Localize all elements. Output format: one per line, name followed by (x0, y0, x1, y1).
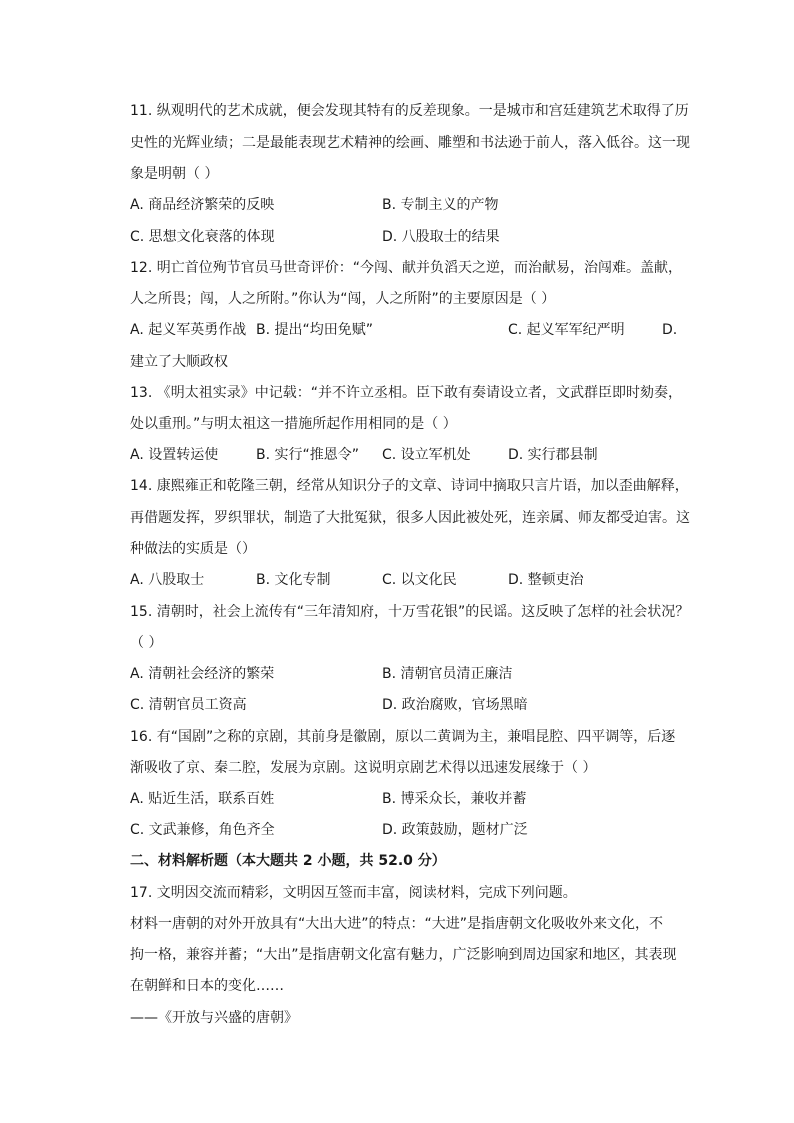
q11-option-b: B. 专制主义的产物 (382, 197, 499, 213)
q11-option-a: A. 商品经济繁荣的反映 (130, 197, 275, 213)
q12-option-d: D. (662, 322, 678, 338)
q16-line-2: 渐吸收了京、秦二腔，发展为京剧。这说明京剧艺术得以迅速发展缘于（ ） (130, 760, 597, 776)
q13-line-2: 处以重刑。”与明太祖这一措施所起作用相同的是（ ） (130, 416, 457, 432)
q17-line-3: 拘一格，兼容并蓄；“大出”是指唐朝文化富有魅力，广泛影响到周边国家和地区，其表现 (130, 947, 677, 963)
q15-option-c: C. 清朝官员工资高 (130, 697, 247, 713)
q13-option-c: C. 设立军机处 (382, 447, 471, 463)
section-heading: 二、材料解析题（本大题共 2 小题，共 52.0 分） (130, 853, 446, 869)
q12-option-b: B. 提出“均田免赋” (256, 322, 374, 338)
q14-option-a: A. 八股取士 (130, 572, 205, 588)
q16-line-1: 16. 有“国剧”之称的京剧，其前身是徽剧，原以二黄调为主，兼唱昆腔、四平调等，后逐 (130, 729, 676, 745)
q16-option-c: C. 文武兼修，角色齐全 (130, 822, 275, 838)
q16-option-b: B. 博采众长，兼收并蓄 (382, 791, 527, 807)
q15-line-2: （ ） (130, 635, 163, 651)
q13-option-a: A. 设置转运使 (130, 447, 219, 463)
q14-option-c: C. 以文化民 (382, 572, 457, 588)
q17-source: ——《开放与兴盛的唐朝》 (130, 1010, 298, 1026)
q12-option-a: A. 起义军英勇作战 (130, 322, 247, 338)
q14-line-1: 14. 康熙雍正和乾隆三朝，经常从知识分子的文章、诗词中摘取只言片语，加以歪曲解释， (130, 478, 689, 494)
q14-option-b: B. 文化专制 (256, 572, 331, 588)
q12-option-d-text: 建立了大顺政权 (130, 354, 228, 370)
q16-option-d: D. 政策鼓励，题材广泛 (382, 822, 528, 838)
q17-line-4: 在朝鲜和日本的变化…… (130, 978, 284, 994)
q14-line-3: 种做法的实质是（） (130, 541, 256, 557)
q15-option-a: A. 清朝社会经济的繁荣 (130, 666, 275, 682)
q17-line-2: 材料一唐朝的对外开放具有“大出大进”的特点：“大进”是指唐朝文化吸收外来文化，不 (130, 916, 664, 932)
q12-line-2: 人之所畏；闯，人之所附。”你认为“闯，人之所附”的主要原因是（ ） (130, 291, 556, 307)
q11-option-c: C. 思想文化衰落的体现 (130, 229, 275, 245)
q11-line-2: 史性的光辉业绩；二是最能表现艺术精神的绘画、雕塑和书法逊于前人，落入低谷。这一现 (130, 135, 690, 151)
q13-line-1: 13. 《明太祖实录》中记载：“并不许立丞相。臣下敢有奏请设立者，文武群臣即时劾奏， (130, 385, 682, 401)
q17-line-1: 17. 文明因交流而精彩，文明因互签而丰富，阅读材料，完成下列问题。 (130, 885, 577, 901)
q15-option-d: D. 政治腐败，官场黑暗 (382, 697, 528, 713)
q15-option-b: B. 清朝官员清正廉洁 (382, 666, 513, 682)
q15-line-1: 15. 清朝时，社会上流传有“三年清知府，十万雪花银”的民谣。这反映了怎样的社会状况？ (130, 604, 690, 620)
q14-line-2: 再借题发挥，罗织罪状，制造了大批冤狱，很多人因此被处死，连亲属、师友都受迫害。这 (130, 510, 690, 526)
q14-option-d: D. 整顿吏治 (508, 572, 584, 588)
q16-option-a: A. 贴近生活，联系百姓 (130, 791, 275, 807)
q12-option-c: C. 起义军军纪严明 (508, 322, 625, 338)
q13-option-d: D. 实行郡县制 (508, 447, 598, 463)
q13-option-b: B. 实行“推恩令” (256, 447, 360, 463)
q12-line-1: 12. 明亡首位殉节官员马世奇评价：“今闯、献并负滔天之逆，而治献易，治闯难。盖献， (130, 260, 682, 276)
q11-option-d: D. 八股取士的结果 (382, 229, 500, 245)
q11-line-1: 11. 纵观明代的艺术成就，便会发现其特有的反差现象。一是城市和宫廷建筑艺术取得了历 (130, 103, 689, 119)
q11-line-3: 象是明朝（ ） (130, 166, 219, 182)
